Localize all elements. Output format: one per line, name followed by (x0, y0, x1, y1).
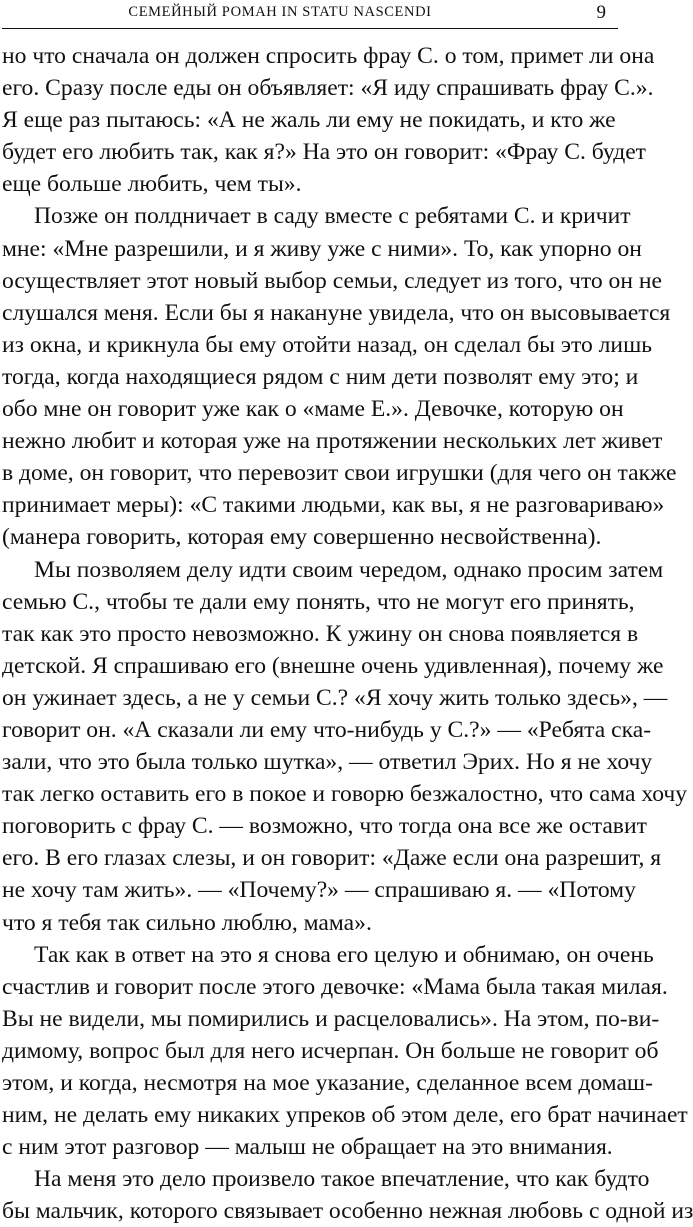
text-line: тогда, когда находящиеся рядом с ним дети позволят ему это; и (2, 363, 639, 390)
text-line: семью С., чтобы те дали ему понять, что не могут его принять, (2, 588, 635, 615)
text-line: принимает меры): «С такими людьми, как вы, я не разговариваю» (2, 492, 665, 519)
text-line: Вы не видели, мы помирились и расцеловались». На этом, по-ви- (2, 1005, 660, 1032)
text-line: димому, вопрос был для него исчерпан. Он больше не говорит об (2, 1037, 659, 1064)
text-line: зали, что это была только шутка», — ответил Эрих. Но я не хочу (2, 749, 653, 776)
text-line: нежно любит и которая уже на протяжении нескольких лет живет (2, 428, 663, 455)
text-line: будет его любить так, как я?» На это он говорит: «Фрау С. будет (2, 139, 646, 166)
text-line: На меня это дело произвело такое впечатление, что как будто (34, 1166, 650, 1193)
text-line: говорит он. «А сказали ли ему что-нибудь у С.?» — «Ребята ска- (2, 716, 652, 743)
text-line: поговорить с фрау С. — возможно, что тогда она все же оставит (2, 813, 647, 840)
text-line: что я тебя так сильно люблю, мама». (2, 909, 372, 936)
text-line: (манера говорить, которая ему совершенно несвойственна). (2, 524, 602, 551)
text-line: из окна, и крикнула бы ему отойти назад, он сделал бы это лишь (2, 331, 652, 358)
header-rule (2, 28, 618, 29)
text-line: так легко оставить его в покое и говорю безжалостно, что сама хочу (2, 781, 688, 808)
text-line: Мы позволяем делу идти своим чередом, однако просим затем (34, 556, 664, 583)
text-line: счастлив и говорит после этого девочке: «Мама была такая милая. (2, 973, 668, 1000)
text-line: бы мальчик, которого связывает особенно нежная любовь с одной из (2, 1198, 693, 1225)
page-number: 9 (596, 2, 606, 23)
text-line: в доме, он говорит, что перевозит свои игрушки (для чего он также (2, 460, 677, 487)
text-line: осуществляет этот новый выбор семьи, следует из того, что он не (2, 267, 662, 294)
text-line: не хочу там жить». — «Почему?» — спрашиваю я. — «Потому (2, 877, 636, 904)
text-line: ним, не делать ему никаких упреков об этом деле, его брат начинает (2, 1102, 688, 1129)
text-line: но что сначала он должен спросить фрау С. о том, примет ли она (2, 43, 655, 69)
running-title: СЕМЕЙНЫЙ РОМАН IN STATU NASCENDI (128, 4, 432, 20)
text-line: этом, и когда, несмотря на мое указание, сделанное всем домаш- (2, 1070, 653, 1096)
text-line: его. Сразу после еды он объявляет: «Я иду спрашивать фрау С.». (2, 75, 654, 102)
text-line: Позже он полдничает в саду вместе с ребятами С. и кричит (34, 203, 631, 230)
text-line: детской. Я спрашиваю его (внешне очень удивленная), почему же (2, 652, 664, 679)
text-line: так как это просто невозможно. К ужину он снова появляется в (2, 620, 639, 647)
text-line: еще больше любить, чем ты». (2, 171, 302, 198)
text-line: его. В его глазах слезы, и он говорит: «Даже если она разрешит, я (2, 845, 662, 872)
text-line: мне: «Мне разрешили, и я живу уже с ними». То, как упорно он (2, 235, 642, 262)
text-line: слушался меня. Если бы я накануне увидела, что он высовывается (2, 299, 671, 326)
text-line: он ужинает здесь, а не у семьи С.? «Я хочу жить только здесь», — (2, 684, 668, 711)
text-line: обо мне он говорит уже как о «маме Е.». Девочке, которую он (2, 396, 624, 423)
text-line: Я еще раз пытаюсь: «А не жаль ли ему не покидать, и кто же (2, 107, 616, 134)
page-header (0, 0, 620, 34)
text-line: с ним этот разговор — малыш не обращает на это внимания. (2, 1134, 613, 1161)
text-line: Так как в ответ на это я снова его целую и обнимаю, он очень (34, 941, 654, 968)
body-text (2, 40, 693, 1227)
